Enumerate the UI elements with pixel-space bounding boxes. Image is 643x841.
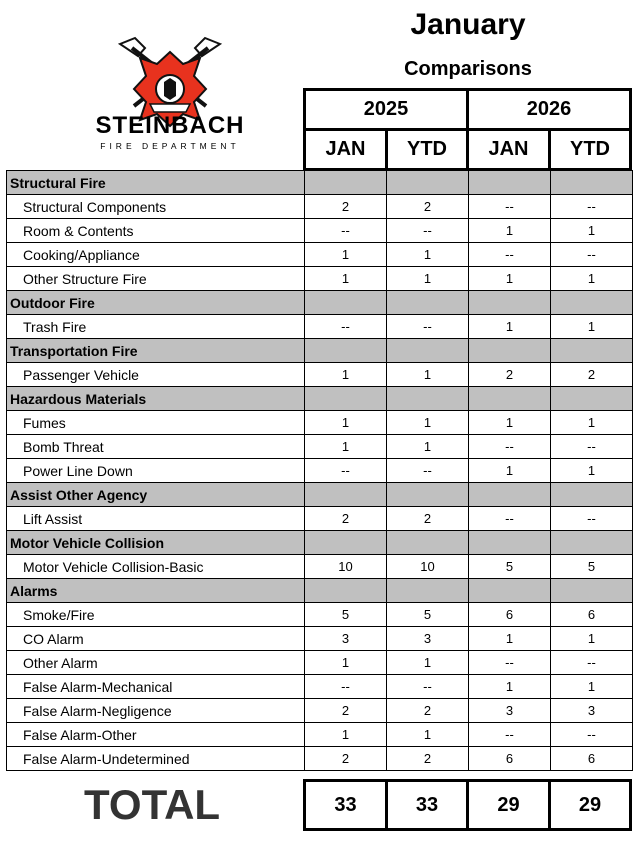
row-label: CO Alarm	[7, 627, 305, 651]
value-cell: 1	[469, 675, 551, 699]
category-blank-cell	[469, 171, 551, 195]
value-cell: 1	[387, 435, 469, 459]
value-cell: 1	[469, 219, 551, 243]
table-row	[7, 675, 633, 699]
value-cell: --	[469, 507, 551, 531]
table-row	[7, 699, 633, 723]
value-cell: 2	[551, 363, 633, 387]
total-ytd-2026: 29	[548, 779, 632, 831]
value-cell: --	[305, 219, 387, 243]
value-cell: --	[469, 435, 551, 459]
value-cell: 1	[387, 267, 469, 291]
category-row	[7, 483, 633, 507]
category-blank-cell	[387, 291, 469, 315]
value-cell: --	[551, 651, 633, 675]
category-label: Hazardous Materials	[7, 387, 305, 411]
row-label: Other Structure Fire	[7, 267, 305, 291]
value-cell: 1	[305, 723, 387, 747]
table-row	[7, 747, 633, 771]
value-cell: 1	[551, 627, 633, 651]
value-cell: 1	[551, 267, 633, 291]
logo-text	[80, 112, 260, 151]
row-label: Trash Fire	[7, 315, 305, 339]
value-cell: 6	[469, 747, 551, 771]
value-cell: 2	[469, 363, 551, 387]
category-blank-cell	[387, 531, 469, 555]
category-blank-cell	[469, 387, 551, 411]
value-cell: 1	[387, 243, 469, 267]
category-row	[7, 339, 633, 363]
row-label: Other Alarm	[7, 651, 305, 675]
category-label: Assist Other Agency	[7, 483, 305, 507]
category-blank-cell	[551, 171, 633, 195]
logo-brand: STEINBACH	[95, 112, 245, 139]
page-subtitle: Comparisons	[404, 58, 532, 80]
value-cell: 2	[387, 699, 469, 723]
value-cell: --	[305, 459, 387, 483]
category-blank-cell	[305, 387, 387, 411]
total-ytd-2025: 33	[385, 779, 469, 831]
value-cell: 1	[551, 219, 633, 243]
value-cell: 2	[305, 507, 387, 531]
table-row	[7, 195, 633, 219]
value-cell: 1	[551, 459, 633, 483]
row-label: False Alarm-Other	[7, 723, 305, 747]
table-row	[7, 411, 633, 435]
category-blank-cell	[551, 579, 633, 603]
value-cell: 1	[305, 651, 387, 675]
row-label: Power Line Down	[7, 459, 305, 483]
table-row	[7, 723, 633, 747]
category-blank-cell	[305, 291, 387, 315]
category-blank-cell	[305, 483, 387, 507]
value-cell: --	[551, 507, 633, 531]
value-cell: --	[469, 243, 551, 267]
value-cell: --	[387, 219, 469, 243]
value-cell: 1	[551, 675, 633, 699]
category-blank-cell	[469, 483, 551, 507]
category-label: Structural Fire	[7, 171, 305, 195]
category-row	[7, 579, 633, 603]
row-label: Bomb Threat	[7, 435, 305, 459]
value-cell: 1	[387, 363, 469, 387]
row-label: Smoke/Fire	[7, 603, 305, 627]
category-blank-cell	[469, 579, 551, 603]
value-cell: --	[469, 195, 551, 219]
value-cell: --	[305, 675, 387, 699]
value-cell: 3	[551, 699, 633, 723]
value-cell: 1	[469, 267, 551, 291]
col-header-jan-2025: JAN	[303, 128, 388, 171]
year-header-2025: 2025	[303, 88, 469, 131]
value-cell: 1	[469, 627, 551, 651]
category-blank-cell	[551, 387, 633, 411]
row-label: Structural Components	[7, 195, 305, 219]
category-blank-cell	[469, 291, 551, 315]
row-label: Passenger Vehicle	[7, 363, 305, 387]
total-jan-2026: 29	[466, 779, 551, 831]
category-label: Outdoor Fire	[7, 291, 305, 315]
category-row	[7, 387, 633, 411]
category-blank-cell	[387, 483, 469, 507]
value-cell: 2	[387, 747, 469, 771]
row-label: Fumes	[7, 411, 305, 435]
table-row	[7, 507, 633, 531]
value-cell: 6	[469, 603, 551, 627]
row-label: False Alarm-Undetermined	[7, 747, 305, 771]
value-cell: 1	[305, 435, 387, 459]
table-row	[7, 435, 633, 459]
value-cell: 2	[387, 507, 469, 531]
value-cell: 1	[469, 315, 551, 339]
value-cell: 1	[387, 723, 469, 747]
value-cell: --	[551, 723, 633, 747]
value-cell: 2	[387, 195, 469, 219]
value-cell: 3	[387, 627, 469, 651]
table-row	[7, 555, 633, 579]
value-cell: 5	[469, 555, 551, 579]
value-cell: 10	[387, 555, 469, 579]
value-cell: 2	[305, 699, 387, 723]
logo-subtitle: FIRE DEPARTMENT	[100, 141, 240, 151]
value-cell: 1	[551, 315, 633, 339]
value-cell: --	[469, 723, 551, 747]
value-cell: 2	[305, 747, 387, 771]
value-cell: 1	[305, 411, 387, 435]
year-header-2026: 2026	[466, 88, 632, 131]
category-blank-cell	[469, 531, 551, 555]
total-label: TOTAL	[84, 781, 221, 828]
category-blank-cell	[305, 339, 387, 363]
category-blank-cell	[551, 291, 633, 315]
category-row	[7, 531, 633, 555]
value-cell: --	[469, 651, 551, 675]
col-header-ytd-2025: YTD	[385, 128, 469, 171]
category-blank-cell	[387, 387, 469, 411]
value-cell: 1	[305, 243, 387, 267]
category-label: Alarms	[7, 579, 305, 603]
table-row	[7, 219, 633, 243]
value-cell: --	[551, 435, 633, 459]
value-cell: 1	[469, 459, 551, 483]
table-row	[7, 603, 633, 627]
row-label: Motor Vehicle Collision-Basic	[7, 555, 305, 579]
value-cell: 1	[305, 267, 387, 291]
value-cell: --	[387, 675, 469, 699]
value-cell: 1	[387, 651, 469, 675]
value-cell: 10	[305, 555, 387, 579]
table-row	[7, 627, 633, 651]
table-row	[7, 459, 633, 483]
value-cell: 1	[551, 411, 633, 435]
category-blank-cell	[469, 339, 551, 363]
incident-table	[6, 170, 633, 771]
category-blank-cell	[305, 531, 387, 555]
category-blank-cell	[551, 339, 633, 363]
value-cell: --	[387, 459, 469, 483]
value-cell: 3	[305, 627, 387, 651]
category-blank-cell	[551, 483, 633, 507]
page-title: January	[410, 8, 526, 41]
value-cell: 6	[551, 747, 633, 771]
row-label: False Alarm-Mechanical	[7, 675, 305, 699]
table-row	[7, 267, 633, 291]
total-jan-2025: 33	[303, 779, 388, 831]
table-row	[7, 363, 633, 387]
table-row	[7, 315, 633, 339]
table-row	[7, 243, 633, 267]
col-header-ytd-2026: YTD	[548, 128, 632, 171]
row-label: Lift Assist	[7, 507, 305, 531]
category-blank-cell	[305, 579, 387, 603]
value-cell: 5	[387, 603, 469, 627]
value-cell: 3	[469, 699, 551, 723]
table-row	[7, 651, 633, 675]
value-cell: 1	[469, 411, 551, 435]
value-cell: 1	[387, 411, 469, 435]
value-cell: --	[551, 243, 633, 267]
value-cell: 6	[551, 603, 633, 627]
value-cell: --	[305, 315, 387, 339]
category-label: Transportation Fire	[7, 339, 305, 363]
value-cell: 5	[551, 555, 633, 579]
category-blank-cell	[387, 579, 469, 603]
category-blank-cell	[305, 171, 387, 195]
category-row	[7, 171, 633, 195]
category-row	[7, 291, 633, 315]
row-label: False Alarm-Negligence	[7, 699, 305, 723]
value-cell: 5	[305, 603, 387, 627]
category-label: Motor Vehicle Collision	[7, 531, 305, 555]
value-cell: --	[551, 195, 633, 219]
category-blank-cell	[387, 171, 469, 195]
row-label: Cooking/Appliance	[7, 243, 305, 267]
col-header-jan-2026: JAN	[466, 128, 551, 171]
row-label: Room & Contents	[7, 219, 305, 243]
value-cell: --	[387, 315, 469, 339]
value-cell: 1	[305, 363, 387, 387]
category-blank-cell	[551, 531, 633, 555]
value-cell: 2	[305, 195, 387, 219]
category-blank-cell	[387, 339, 469, 363]
